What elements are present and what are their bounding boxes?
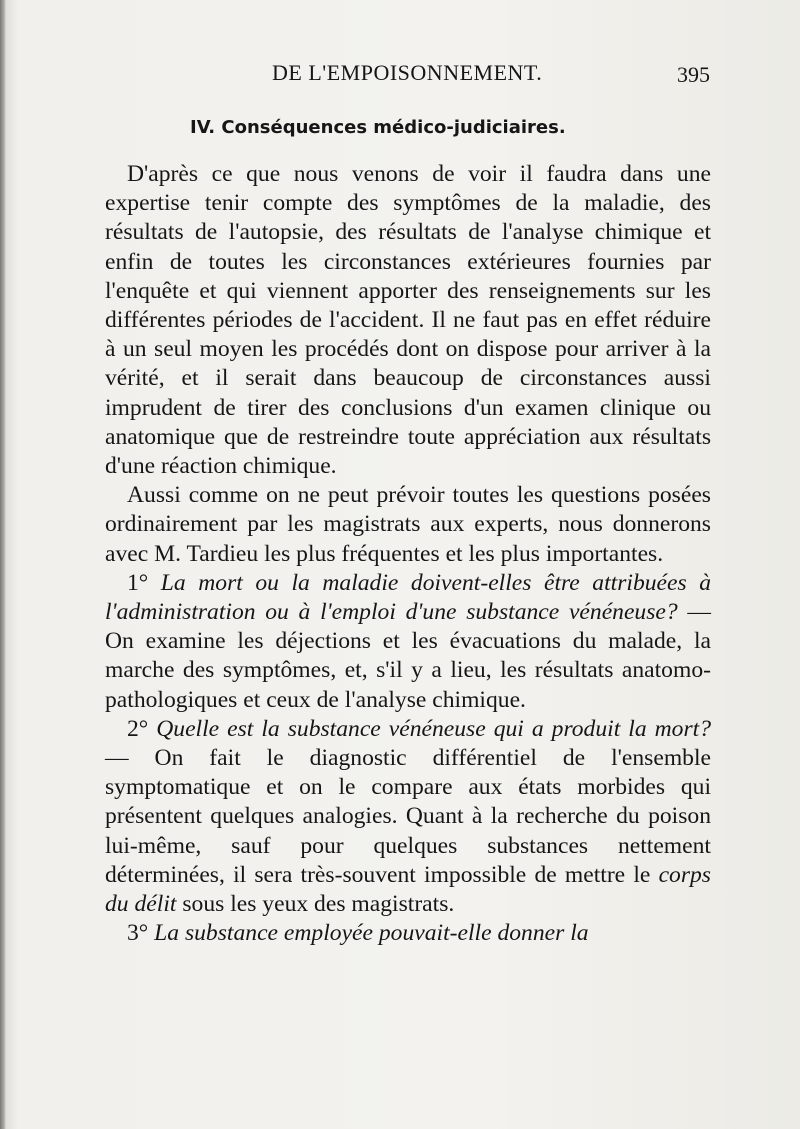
question-paragraph	[105, 919, 711, 948]
page-number: 395	[677, 62, 710, 87]
paragraph: D'après ce que nous venons de voir il faudra dans une expertise tenir compte des symptômes de la maladie, des résultats de l'autopsie, des résultats de l'analyse chimique et enfin de toutes les circonstances extérieures fournies par l'enquête et qui viennent apporter des renseignements sur les différentes périodes de l'accident. Il ne faut pas en effet réduire à un seul moyen les procédés dont on dispose pour arriver à la vérité, et il serait dans beaucoup de circonstances aussi imprudent de tirer des conclusions d'un examen clinique ou anatomique que de restreindre toute appréciation aux résultats d'une réaction chimique.	[105, 161, 711, 480]
paragraph: Aussi comme on ne peut prévoir toutes les questions posées ordinairement par les magistrats aux experts, nous donnerons avec M. Tardieu les plus fréquentes et les plus importantes.	[105, 482, 711, 567]
section-heading: IV. Conséquences médico-judiciaires.	[190, 117, 566, 138]
body-text	[105, 160, 711, 948]
question-paragraph	[105, 569, 711, 715]
question-text: La substance employée pouvait-elle donner la	[154, 920, 589, 947]
answer-text: sous les yeux des magistrats.	[176, 891, 455, 918]
running-head: DE L'EMPOISONNEMENT.	[272, 60, 543, 85]
page-header	[100, 60, 710, 90]
question-number: 2°	[127, 715, 149, 742]
answer-text: — On fait le diagnostic différentiel de l'ensemble symptomatique et on le compare aux états morbides qui présentent quelques analogies. Quant à la recherche du poison lui-même, sauf pour quelques substances nettement déterminées, il sera très-souvent impossible de mettre le	[105, 745, 711, 888]
question-number: 1°	[127, 569, 149, 596]
question-paragraph	[105, 715, 711, 919]
question-text: Quelle est la substance vénéneuse qui a produit la mort?	[156, 715, 711, 742]
question-number: 3°	[127, 920, 149, 947]
page-edge-shadow	[0, 0, 6, 1129]
question-text: La mort ou la maladie doivent-elles être attribuées à l'administration ou à l'emploi d'une substance vénéneuse?	[105, 569, 712, 626]
answer-italic-term: corps du délit	[105, 861, 711, 918]
answer-text: — On examine les déjections et les évacuations du malade, la marche des symptômes, et, s'il y a lieu, les résultats anatomo-pathologiques et ceux de l'analyse chimique.	[105, 599, 711, 713]
